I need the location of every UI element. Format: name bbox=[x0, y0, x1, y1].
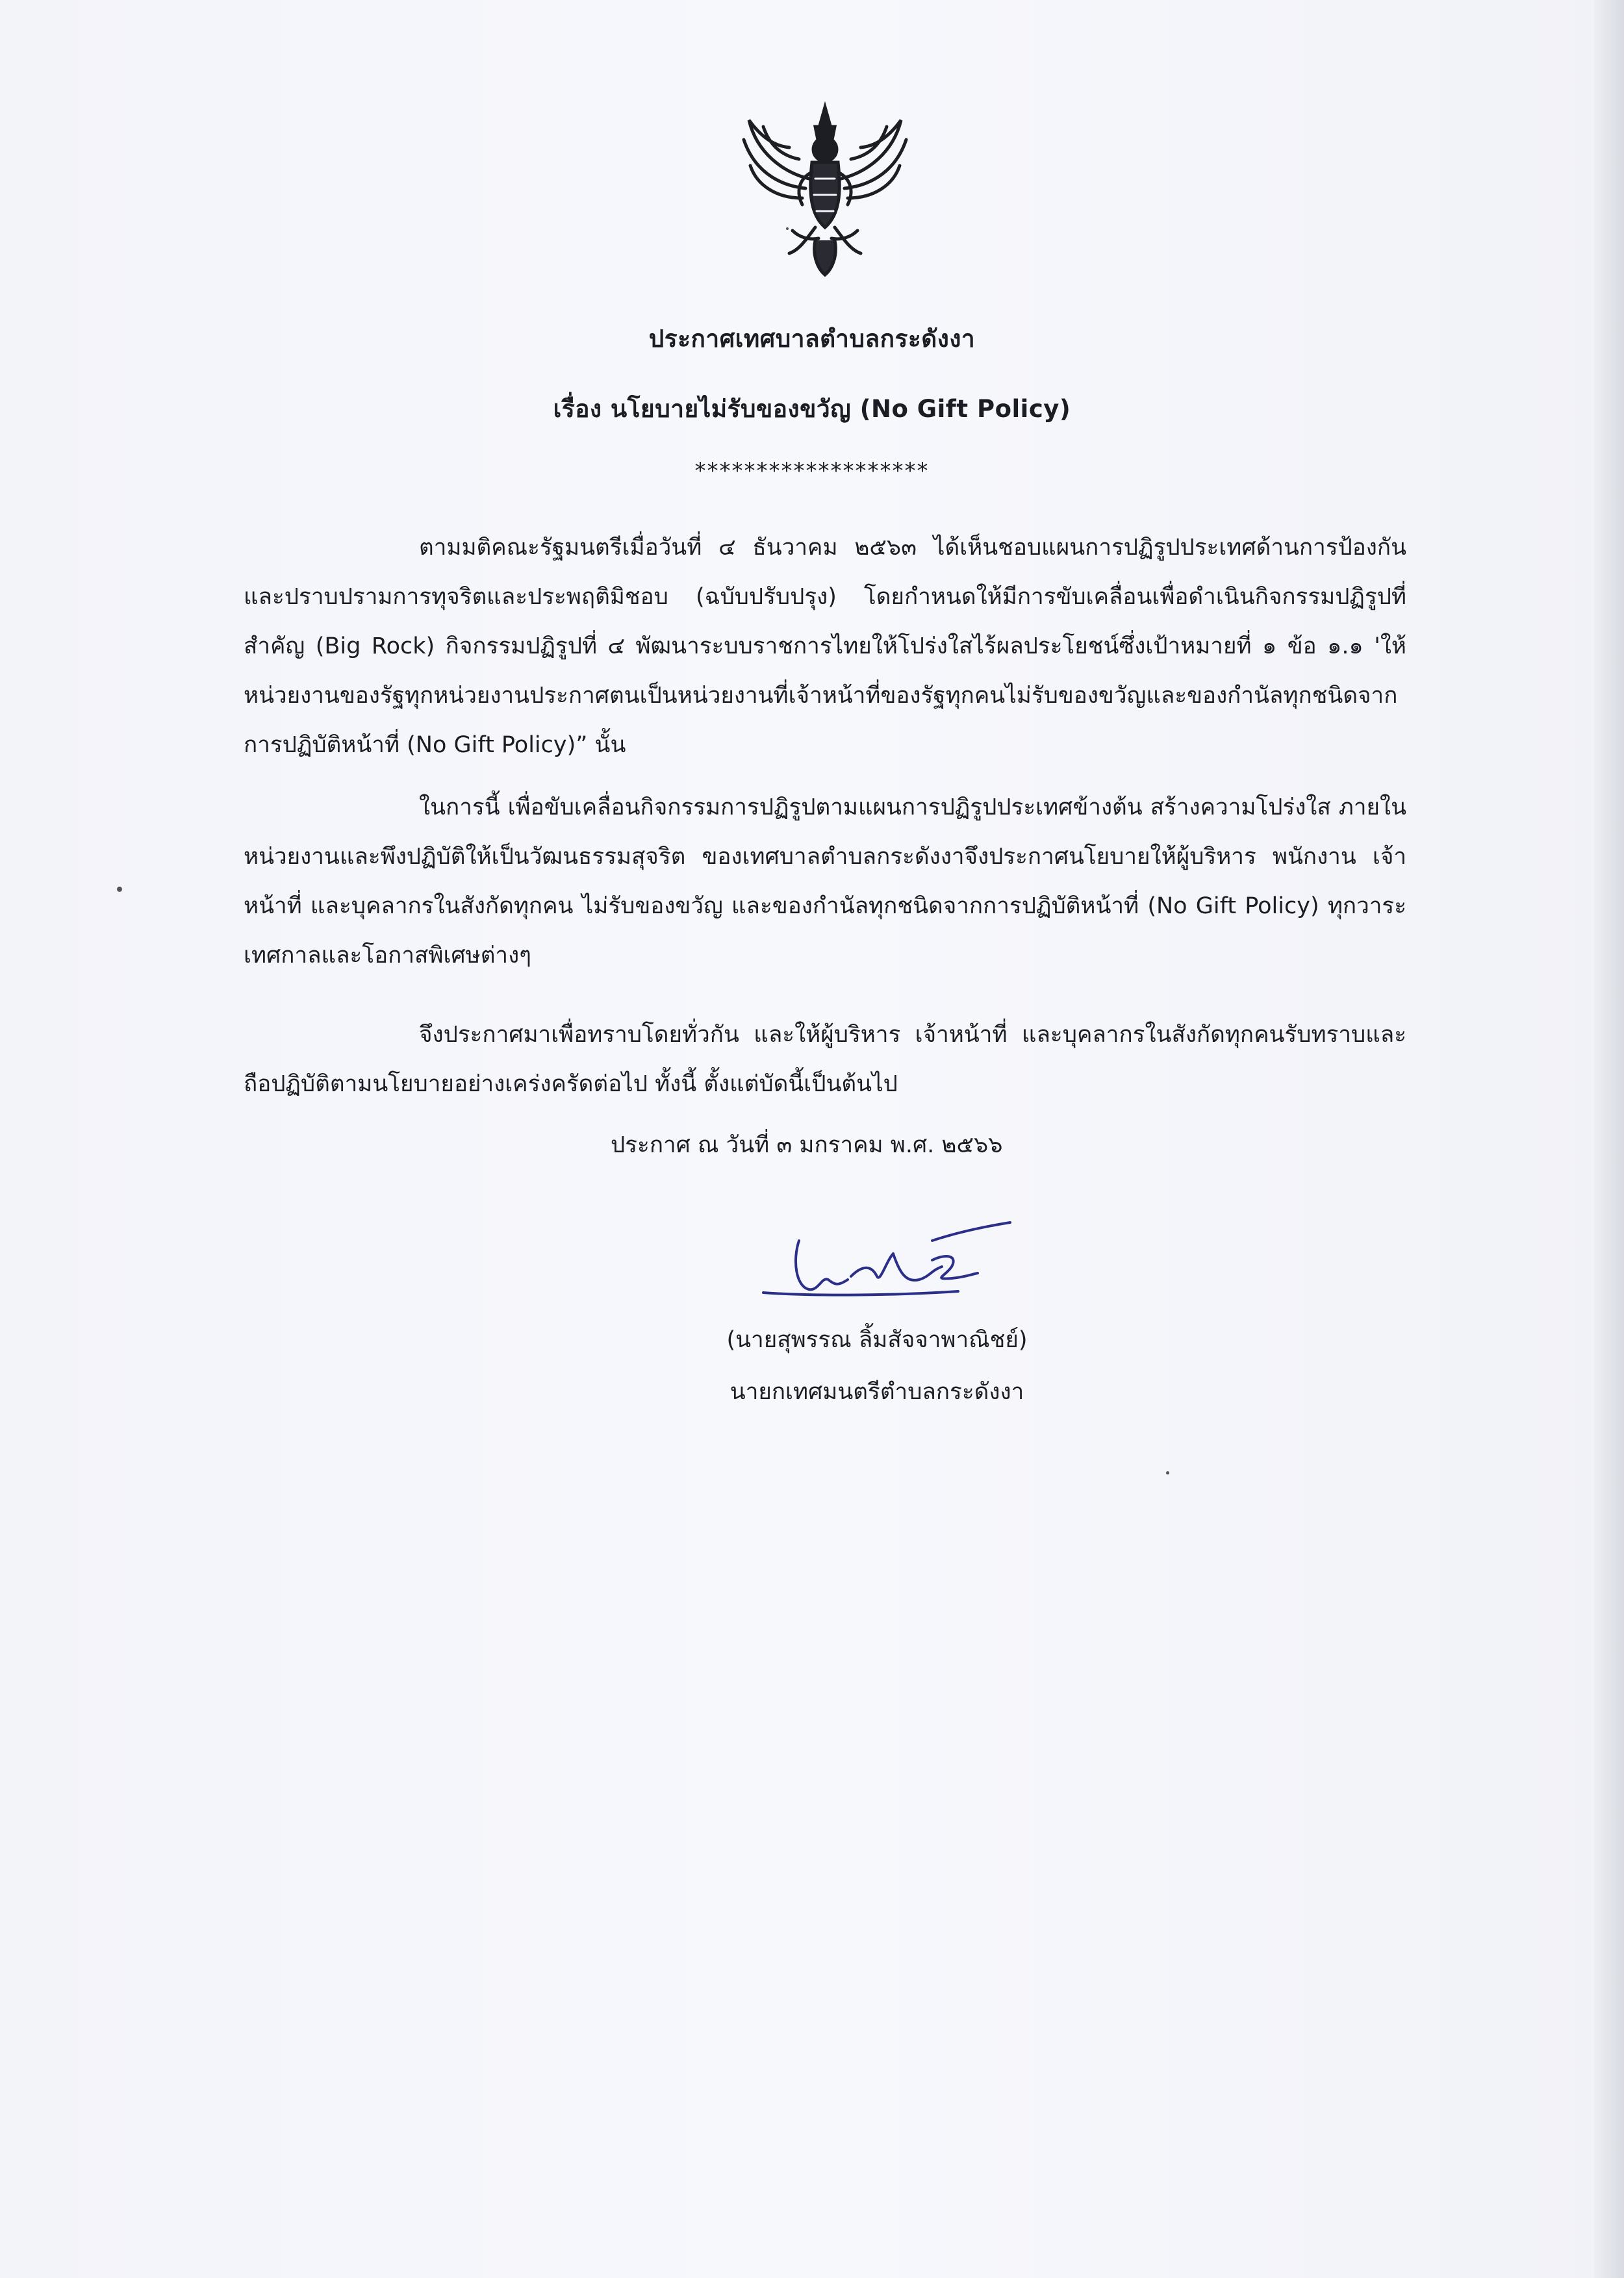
document-title: ประกาศเทศบาลตำบลกระดังงา bbox=[648, 325, 976, 353]
scan-speck bbox=[1166, 1471, 1169, 1474]
body-paragraph-3: จึงประกาศมาเพื่อทราบโดยทั่วกัน และให้ผู้บริหาร เจ้าหน้าที่ และบุคลากรในสังกัดทุกคนรับทราบและถือปฏิบัติตามนโยบายอย่างเคร่งครัดต่อไป ทั้งนี้ ตั้งแต่บัดนี้เป็นต้นไป bbox=[244, 1022, 1406, 1097]
garuda-emblem-icon bbox=[737, 101, 913, 279]
document-subject: เรื่อง นโยบายไม่รับของขวัญ (No Gift Policy) bbox=[553, 395, 1071, 423]
signer-title: นายกเทศมนตรีตำบลกระดังงา bbox=[730, 1379, 1024, 1405]
signer-name: (นายสุพรรณ ลิ้มสัจจาพาณิชย์) bbox=[726, 1327, 1028, 1353]
scan-speck bbox=[117, 887, 122, 892]
handwritten-signature bbox=[737, 1215, 1036, 1319]
heading-separator: ******************* bbox=[694, 458, 930, 484]
announcement-date: ประกาศ ณ วันที่ ๓ มกราคม พ.ศ. ๒๕๖๖ bbox=[611, 1132, 1003, 1158]
body-paragraph-1: ตามมติคณะรัฐมนตรีเมื่อวันที่ ๔ ธันวาคม ๒๕๖๓ ได้เห็นชอบแผนการปฏิรูปประเทศด้านการป้องกันและปราบปรามการทุจริตและประพฤติมิชอบ (ฉบับปรับปรุง) โดยกำหนดให้มีการขับเคลื่อนเพื่อดำเนินกิจกรรมปฏิรูปที่สำคัญ (Big Rock) กิจกรรมปฏิรูปที่ ๔ พัฒนาระบบราชการไทยให้โปร่งใสไร้ผลประโยชน์ซึ่งเป้าหมายที่ ๑ ข้อ ๑.๑ 'ให้หน่วยงานของรัฐทุกหน่วยงานประกาศตนเป็นหน่วยงานที่เจ้าหน้าที่ของรัฐทุกคนไม่รับของขวัญและของกำนัลทุกชนิดจากการปฏิบัติหน้าที่ (No Gift Policy)” นั้น bbox=[244, 535, 1406, 758]
body-paragraph-2: ในการนี้ เพื่อขับเคลื่อนกิจกรรมการปฏิรูปตามแผนการปฏิรูปประเทศข้างต้น สร้างความโปร่งใส ภายในหน่วยงานและพึงปฏิบัติให้เป็นวัฒนธรรมสุจริต ของเทศบาลตำบลกระดังงาจึงประกาศนโยบายให้ผู้บริหาร พนักงาน เจ้าหน้าที่ และบุคลากรในสังกัดทุกคน ไม่รับของขวัญ และของกำนัลทุกชนิดจากการปฏิบัติหน้าที่ (No Gift Policy) ทุกวาระเทศกาลและโอกาสพิเศษต่างๆ bbox=[244, 794, 1406, 968]
scan-speck bbox=[786, 227, 789, 230]
